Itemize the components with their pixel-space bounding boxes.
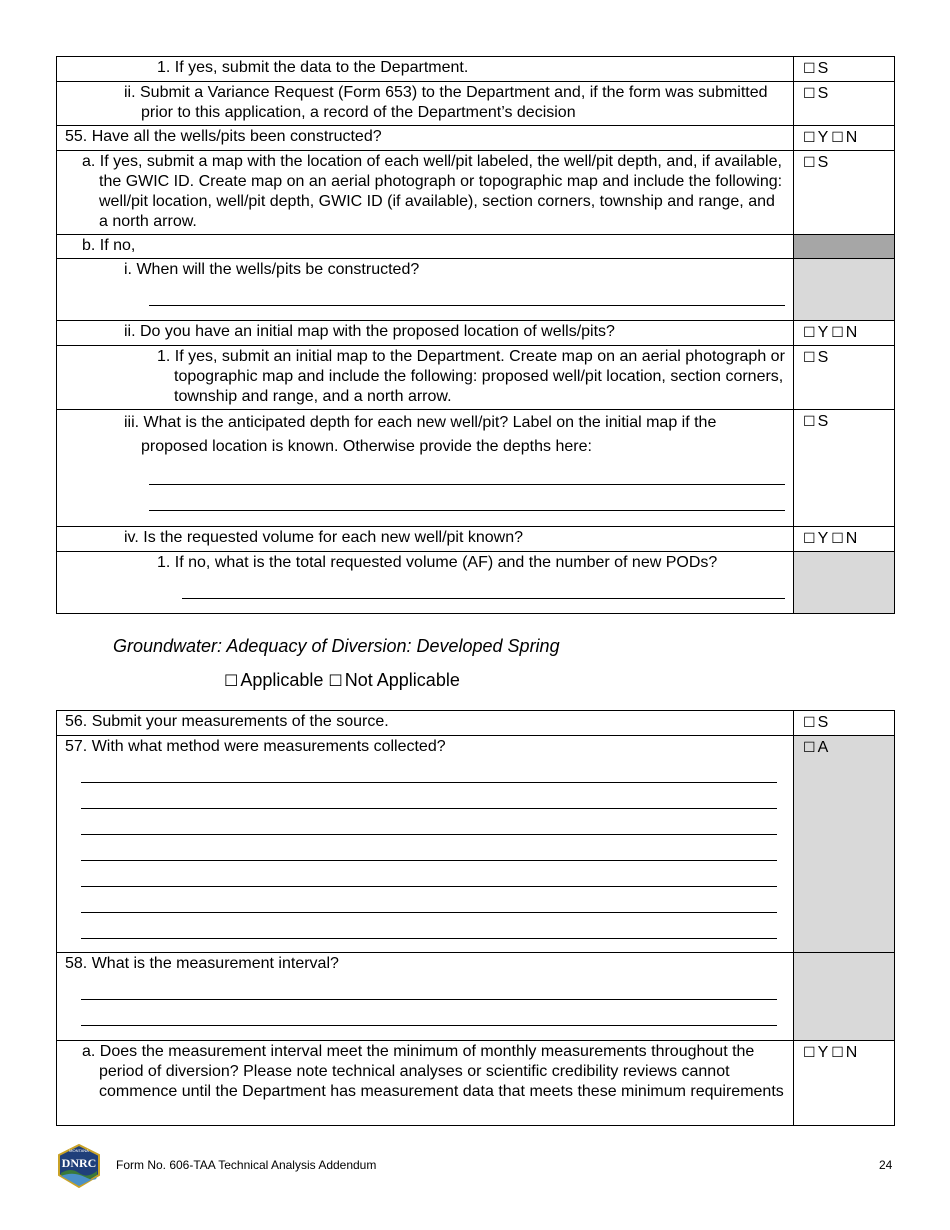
answer-line[interactable]	[81, 783, 777, 809]
section-title: Groundwater: Adequacy of Diversion: Developed Spring	[113, 636, 560, 656]
table-row	[57, 711, 895, 736]
checkbox-icon: ☐	[831, 531, 844, 547]
question-text: 1. If no, what is the total requested volume (AF) and the number of new PODs?	[157, 554, 718, 571]
submit-checkbox[interactable]: ☐ S	[794, 82, 895, 126]
answer-line[interactable]	[81, 757, 777, 783]
answer-line[interactable]	[149, 485, 785, 511]
checkbox-icon: ☐	[831, 325, 844, 341]
checkbox-icon: ☐	[803, 325, 816, 341]
no-checkbox[interactable]: ☐ N	[831, 530, 858, 547]
yes-checkbox[interactable]: ☐ Y	[803, 324, 829, 341]
question-text: a. If yes, submit a map with the location of each well/pit labeled, the well/pit depth, and, if available, the GWIC ID. Create map on an aerial photograph or topographic map and include the following: well/pit location, well/pit depth, GWIC ID (if available), section corners, township and range, and a north arrow.	[82, 153, 783, 230]
answer-line[interactable]	[81, 861, 777, 887]
table-row	[57, 736, 895, 953]
checkbox-icon: ☐	[803, 155, 816, 171]
answer-line[interactable]	[81, 809, 777, 835]
checkbox-icon: ☐	[803, 350, 816, 366]
footer-form-name: Form No. 606-TAA Technical Analysis Addendum	[116, 1158, 377, 1172]
table-row	[57, 151, 895, 235]
submit-checkbox[interactable]: ☐ S	[794, 151, 895, 235]
checkbox-icon: ☐	[831, 130, 844, 146]
checkbox-icon: ☐	[803, 86, 816, 102]
submit-checkbox[interactable]: ☐ S	[794, 711, 895, 736]
svg-text:MONTANA: MONTANA	[69, 1148, 89, 1153]
checkbox-icon: ☐	[224, 671, 239, 690]
applicable-checkbox[interactable]: ☐ Applicable	[224, 670, 324, 690]
table-row	[57, 126, 895, 151]
table-row	[57, 1041, 895, 1126]
question-text: iv. Is the requested volume for each new well/pit known?	[124, 529, 524, 546]
submit-checkbox[interactable]: ☐ S	[794, 57, 895, 82]
question-text: i. When will the wells/pits be constructed?	[124, 261, 420, 278]
table-row	[57, 235, 895, 259]
answer-line[interactable]	[81, 1000, 777, 1026]
method-checkbox[interactable]: ☐ A	[794, 736, 895, 953]
question-text: iii. What is the anticipated depth for each new well/pit? Label on the initial map if the proposed location is known. Otherwise provide the depths here:	[124, 414, 717, 455]
question-56: 56. Submit your measurements of the source.	[65, 713, 389, 730]
question-58: 58. What is the measurement interval?	[65, 955, 339, 972]
question-text: ii. Do you have an initial map with the proposed location of wells/pits?	[124, 323, 615, 340]
yes-checkbox[interactable]: ☐ Y	[803, 530, 829, 547]
answer-line[interactable]	[81, 835, 777, 861]
table-row	[57, 259, 895, 321]
not-applicable-checkbox[interactable]: ☐ Not Applicable	[328, 670, 460, 690]
yes-checkbox[interactable]: ☐ Y	[803, 129, 829, 146]
question-text: ii. Submit a Variance Request (Form 653) to the Department and, if the form was submitted prior to this application, a record of the Department’s decision	[124, 84, 768, 121]
table-row	[57, 527, 895, 552]
table-row	[57, 57, 895, 82]
applicability-options	[224, 670, 460, 691]
requirements-table-2	[56, 710, 895, 1126]
answer-line[interactable]	[81, 974, 777, 1000]
requirements-table-1	[56, 56, 895, 614]
page-number: 24	[879, 1158, 893, 1172]
answer-line[interactable]	[182, 573, 785, 599]
table-row	[57, 321, 895, 346]
submit-checkbox[interactable]: ☐ S	[794, 346, 895, 410]
checkbox-icon: ☐	[803, 531, 816, 547]
checkbox-icon: ☐	[803, 1045, 816, 1061]
answer-line[interactable]	[149, 459, 785, 485]
no-checkbox[interactable]: ☐ N	[831, 324, 858, 341]
answer-line[interactable]	[149, 280, 785, 306]
checkbox-icon: ☐	[803, 414, 816, 430]
answer-line[interactable]	[81, 913, 777, 939]
table-row	[57, 953, 895, 1041]
checkbox-icon: ☐	[803, 740, 816, 756]
dnrc-logo	[55, 1143, 103, 1189]
svg-text:DNRC: DNRC	[61, 1156, 97, 1170]
question-text: a. Does the measurement interval meet the minimum of monthly measurements throughout the period of diversion? Please note technical analyses or scientific credibility reviews cannot commence until the Department has measurement data that meets these minimum requirements	[82, 1043, 784, 1100]
checkbox-icon: ☐	[328, 671, 343, 690]
checkbox-icon: ☐	[831, 1045, 844, 1061]
question-55: 55. Have all the wells/pits been constructed?	[65, 128, 382, 145]
yes-checkbox[interactable]: ☐ Y	[803, 1044, 829, 1061]
no-checkbox[interactable]: ☐ N	[831, 1044, 858, 1061]
submit-checkbox[interactable]: ☐ S	[794, 410, 895, 527]
answer-line[interactable]	[81, 887, 777, 913]
checkbox-icon: ☐	[803, 61, 816, 77]
question-text: 1. If yes, submit the data to the Department.	[157, 59, 469, 76]
question-text: b. If no,	[82, 237, 136, 254]
question-57: 57. With what method were measurements collected?	[65, 738, 446, 755]
table-row	[57, 410, 895, 527]
checkbox-icon: ☐	[803, 130, 816, 146]
table-row	[57, 82, 895, 126]
no-checkbox[interactable]: ☐ N	[831, 129, 858, 146]
checkbox-icon: ☐	[803, 715, 816, 731]
table-row	[57, 346, 895, 410]
question-text: 1. If yes, submit an initial map to the Department. Create map on an aerial photograph or topographic map and include the following: proposed well/pit location, section corners, township and range, and a north arrow.	[157, 348, 785, 405]
table-row	[57, 552, 895, 614]
